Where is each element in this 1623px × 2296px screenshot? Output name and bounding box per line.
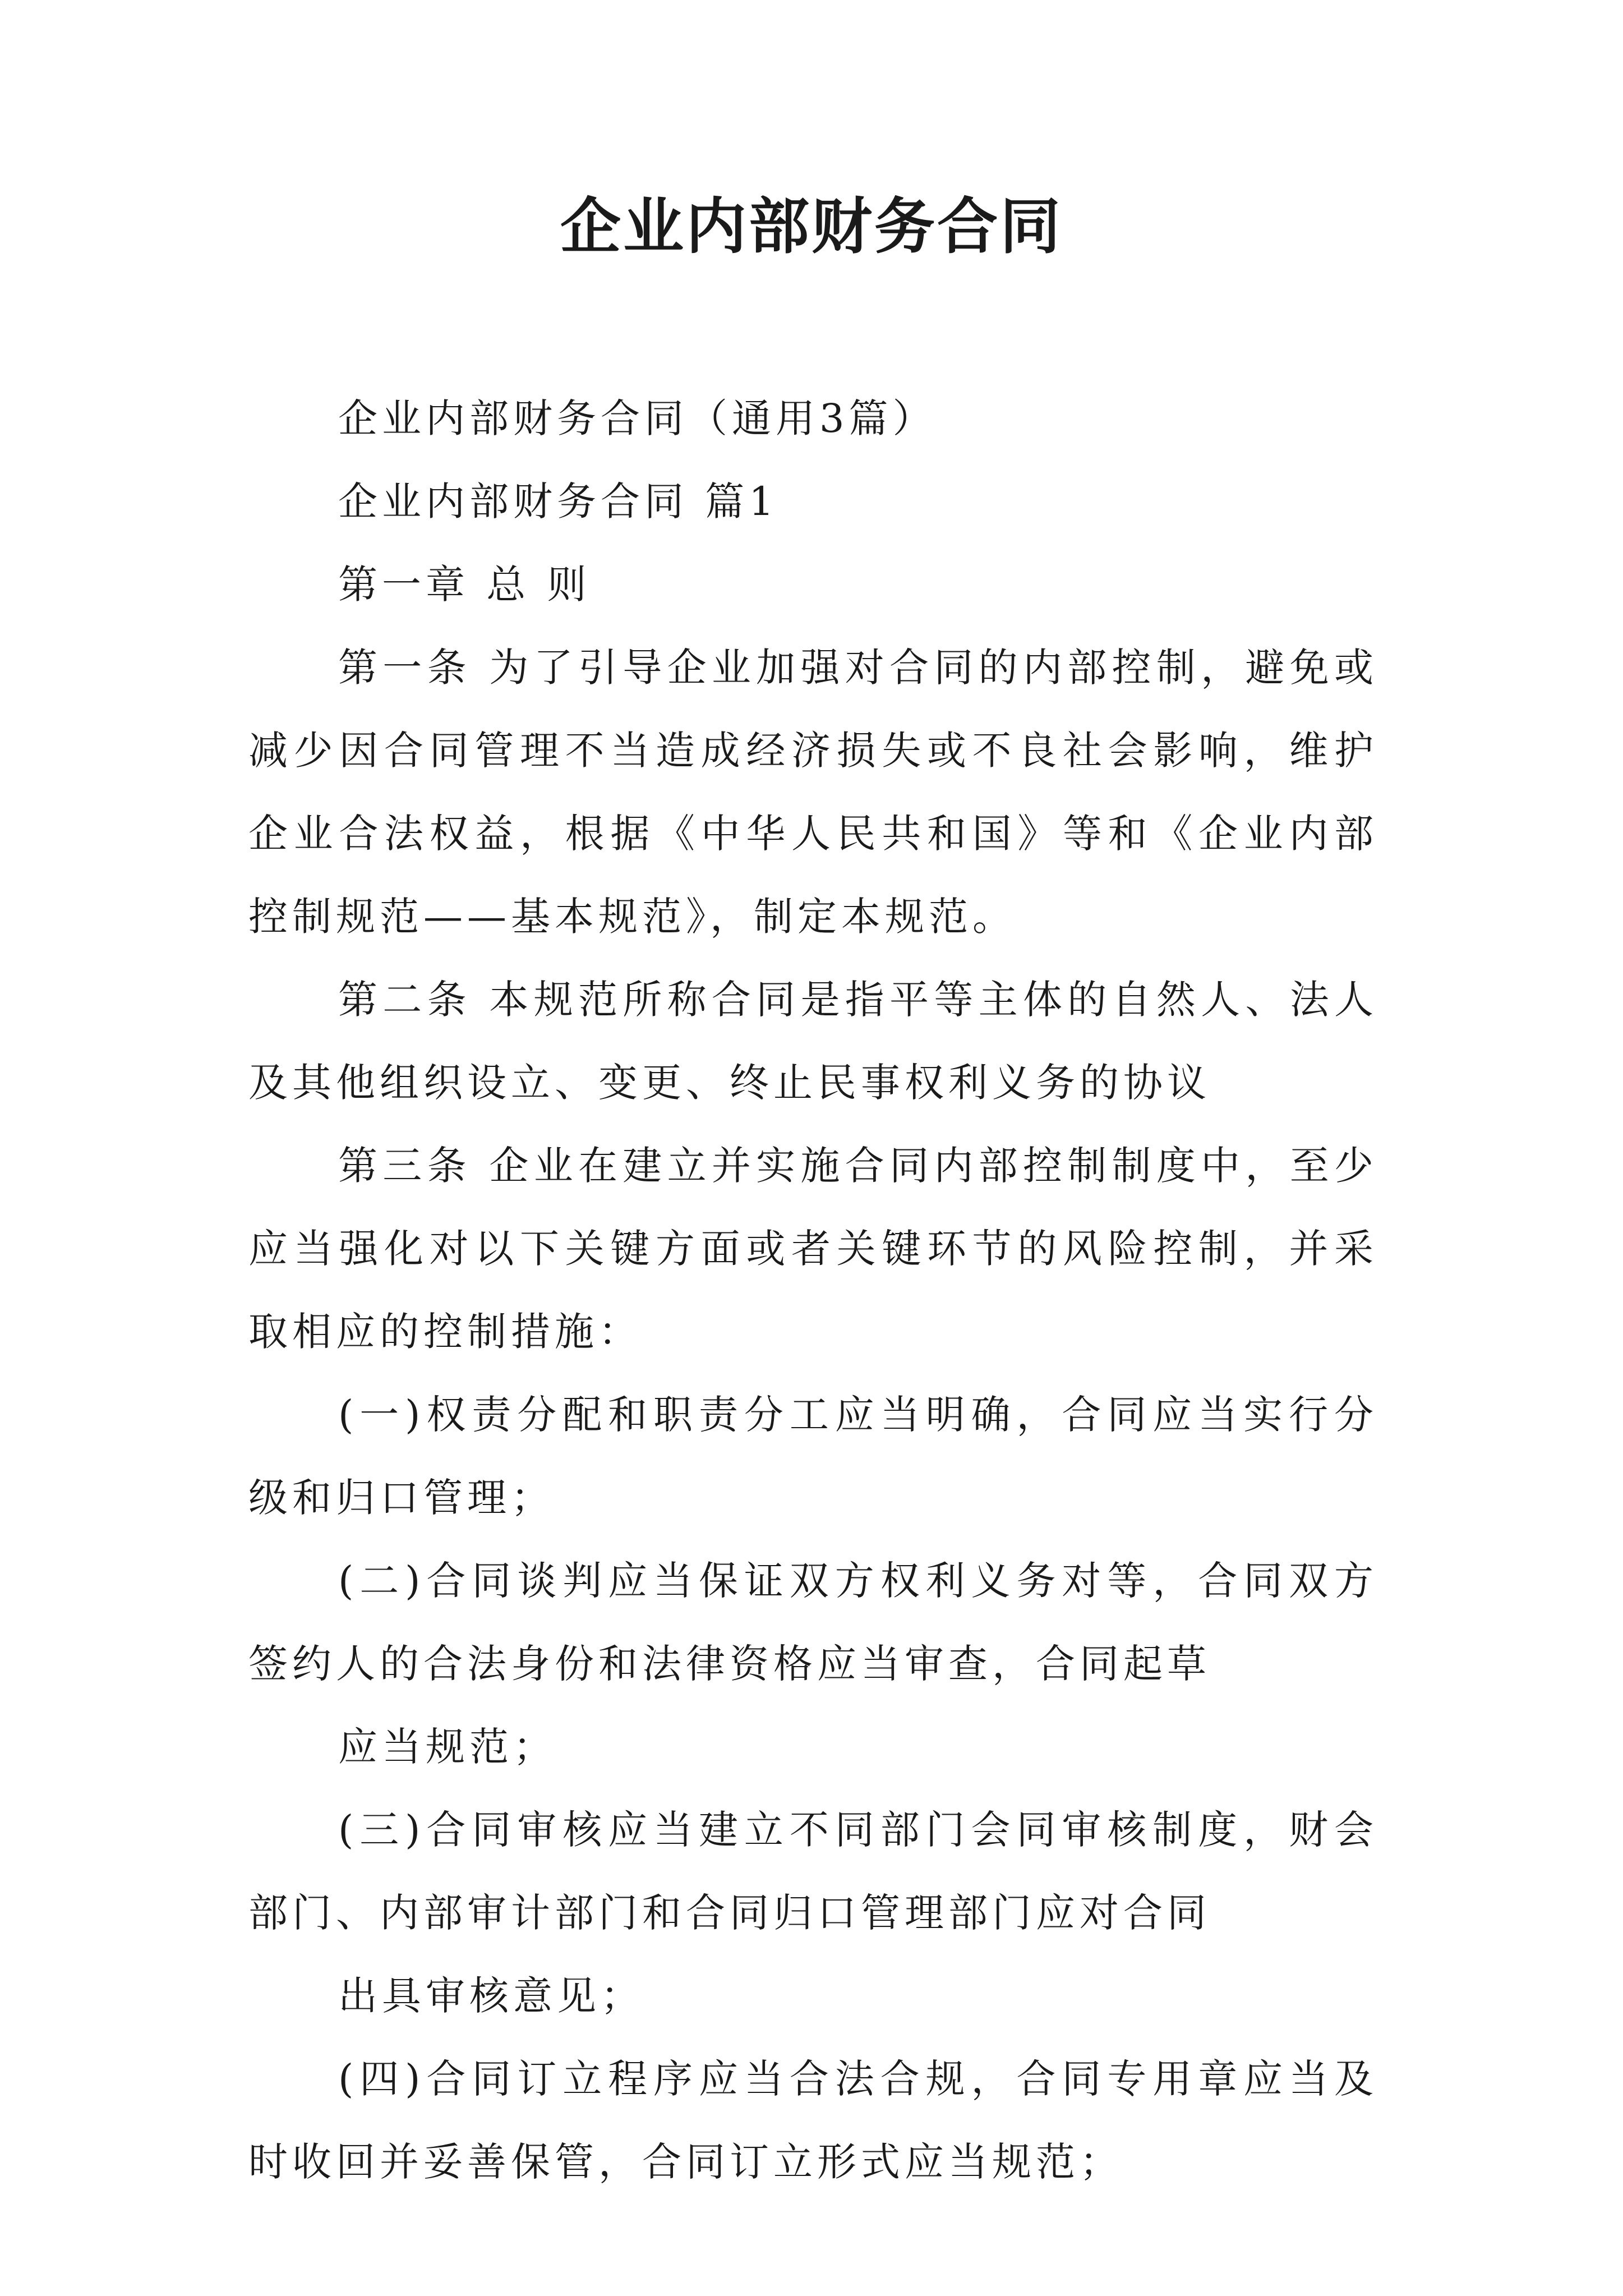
paragraph: (三)合同审核应当建立不同部门会同审核制度，财会部门、内部审计部门和合同归口管理部门应对合同 xyxy=(248,1807,1378,1936)
paragraph: 第三条 企业在建立并实施合同内部控制制度中，至少应当强化对以下关键方面或者关键环节的风险控制，并采取相应的控制措施： xyxy=(248,1143,1378,1355)
document-title: 企业内部财务合同 xyxy=(560,192,1063,262)
paragraph: 企业内部财务合同（通用3篇） xyxy=(338,395,937,441)
paragraph: 应当规范； xyxy=(338,1724,557,1770)
paragraph: 第一条 为了引导企业加强对合同的内部控制，避免或减少因合同管理不当造成经济损失或不良社会影响，维护企业合法权益，根据《中华人民共和国》等和《企业内部控制规范——基本规范》，制定本规范。 xyxy=(248,645,1378,940)
paragraph: (一)权责分配和职责分工应当明确，合同应当实行分级和归口管理； xyxy=(248,1392,1378,1521)
document-body xyxy=(248,377,1378,2203)
paragraph: (四)合同订立程序应当合法合规，合同专用章应当及时收回并妥善保管，合同订立形式应当规范； xyxy=(248,2056,1378,2185)
paragraph: 第一章 总 则 xyxy=(338,562,591,608)
paragraph: 第二条 本规范所称合同是指平等主体的自然人、法人及其他组织设立、变更、终止民事权利义务的协议 xyxy=(248,977,1378,1106)
paragraph: (二)合同谈判应当保证双方权利义务对等，合同双方签约人的合法身份和法律资格应当审查，合同起草 xyxy=(248,1558,1378,1687)
paragraph: 出具审核意见； xyxy=(338,1973,644,2019)
paragraph: 企业内部财务合同 篇1 xyxy=(338,478,778,524)
